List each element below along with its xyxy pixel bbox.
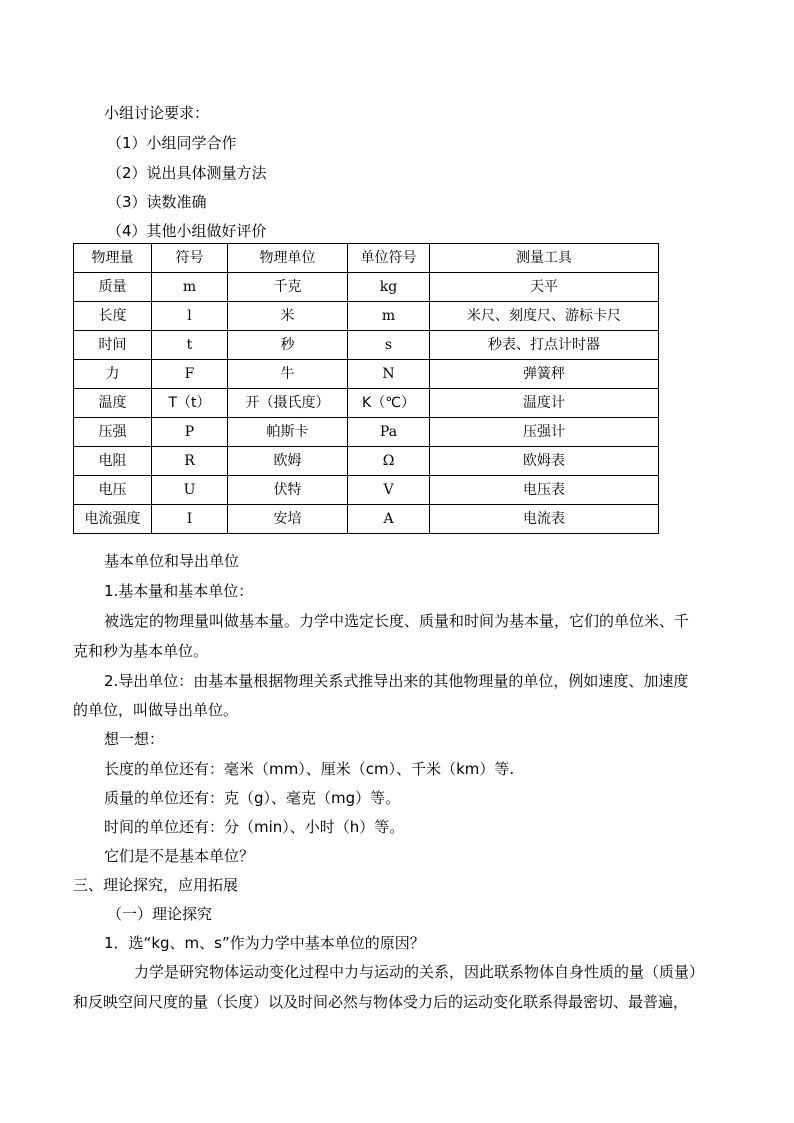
table-cell: kg bbox=[348, 273, 430, 302]
paragraph-2-line-1: 2.导出单位：由基本量根据物理关系式推导出来的其他物理量的单位，例如速度、加速度 bbox=[104, 672, 689, 690]
table-cell: 电压表 bbox=[430, 476, 659, 505]
table-cell: 时间 bbox=[74, 331, 152, 360]
table-cell: s bbox=[348, 331, 430, 360]
table-cell: 温度计 bbox=[430, 389, 659, 418]
table-cell: 秒表、打点计时器 bbox=[430, 331, 659, 360]
table-cell: 力 bbox=[74, 360, 152, 389]
paragraph-1-line-2: 克和秒为基本单位。 bbox=[73, 642, 209, 660]
table-cell: 千克 bbox=[228, 273, 348, 302]
header-cell: 测量工具 bbox=[430, 244, 659, 273]
table-cell: 质量 bbox=[74, 273, 152, 302]
units-table bbox=[73, 243, 659, 534]
table-cell: A bbox=[348, 505, 430, 534]
answer-line-1: 力学是研究物体运动变化过程中力与运动的关系，因此联系物体自身性质的量（质量） bbox=[134, 963, 705, 981]
section-title-units: 基本单位和导出单位 bbox=[104, 552, 240, 570]
table-cell: 天平 bbox=[430, 273, 659, 302]
question-1: 1．选“kg、m、s”作为力学中基本单位的原因？ bbox=[104, 934, 425, 952]
table-cell: 牛 bbox=[228, 360, 348, 389]
table-row bbox=[74, 505, 659, 534]
discussion-item-1: （1）小组同学合作 bbox=[107, 134, 237, 152]
table-cell: Pa bbox=[348, 418, 430, 447]
table-cell: l bbox=[152, 302, 228, 331]
table-header-row bbox=[74, 244, 659, 273]
table-cell: F bbox=[152, 360, 228, 389]
table-cell: I bbox=[152, 505, 228, 534]
table-cell: 秒 bbox=[228, 331, 348, 360]
table-row bbox=[74, 273, 659, 302]
table-cell: T（t） bbox=[152, 389, 228, 418]
table-cell: P bbox=[152, 418, 228, 447]
table-cell: Ω bbox=[348, 447, 430, 476]
table-cell: R bbox=[152, 447, 228, 476]
paragraph-2-line-2: 的单位，叫做导出单位。 bbox=[73, 701, 239, 719]
table-cell: 压强计 bbox=[430, 418, 659, 447]
table-row bbox=[74, 389, 659, 418]
table-cell: 欧姆表 bbox=[430, 447, 659, 476]
table-cell: 电阻 bbox=[74, 447, 152, 476]
header-cell: 物理量 bbox=[74, 244, 152, 273]
question-line: 它们是不是基本单位？ bbox=[104, 847, 255, 865]
table-cell: 伏特 bbox=[228, 476, 348, 505]
length-units-line: 长度的单位还有：毫米（mm）、厘米（cm）、千米（km）等. bbox=[104, 760, 515, 778]
paragraph-heading-1: 1.基本量和基本单位： bbox=[104, 582, 254, 600]
table-cell: 电压 bbox=[74, 476, 152, 505]
table-cell: 开（摄氏度） bbox=[228, 389, 348, 418]
table-cell: K（℃） bbox=[348, 389, 430, 418]
table-cell: 弹簧秤 bbox=[430, 360, 659, 389]
table-row bbox=[74, 447, 659, 476]
table-cell: m bbox=[152, 273, 228, 302]
table-row bbox=[74, 476, 659, 505]
discussion-heading: 小组讨论要求： bbox=[104, 104, 210, 122]
discussion-item-2: （2）说出具体测量方法 bbox=[107, 164, 267, 182]
table-cell: 欧姆 bbox=[228, 447, 348, 476]
header-cell: 符号 bbox=[152, 244, 228, 273]
table-cell: t bbox=[152, 331, 228, 360]
table-cell: 电流表 bbox=[430, 505, 659, 534]
time-units-line: 时间的单位还有：分（min）、小时（h）等。 bbox=[104, 818, 405, 836]
header-cell: 物理单位 bbox=[228, 244, 348, 273]
table-cell: 帕斯卡 bbox=[228, 418, 348, 447]
mass-units-line: 质量的单位还有：克（g）、毫克（mg）等。 bbox=[104, 789, 401, 807]
table-cell: V bbox=[348, 476, 430, 505]
table-cell: 温度 bbox=[74, 389, 152, 418]
table-cell: 压强 bbox=[74, 418, 152, 447]
table-row bbox=[74, 418, 659, 447]
table-cell: 米 bbox=[228, 302, 348, 331]
table-cell: 米尺、刻度尺、游标卡尺 bbox=[430, 302, 659, 331]
table-cell: 安培 bbox=[228, 505, 348, 534]
table-cell: N bbox=[348, 360, 430, 389]
table-cell: m bbox=[348, 302, 430, 331]
table-row bbox=[74, 302, 659, 331]
table-row bbox=[74, 360, 659, 389]
think-heading: 想一想： bbox=[104, 730, 165, 748]
table-row bbox=[74, 331, 659, 360]
answer-line-2: 和反映空间尺度的量（长度）以及时间必然与物体受力后的运动变化联系得最密切、最普遍， bbox=[73, 993, 689, 1011]
discussion-item-4: （4）其他小组做好评价 bbox=[107, 222, 267, 240]
table-cell: 电流强度 bbox=[74, 505, 152, 534]
table-cell: 长度 bbox=[74, 302, 152, 331]
section-3-title: 三、理论探究，应用拓展 bbox=[73, 876, 239, 894]
paragraph-1-line-1: 被选定的物理量叫做基本量。力学中选定长度、质量和时间为基本量，它们的单位米、千 bbox=[104, 612, 690, 630]
table-cell: U bbox=[152, 476, 228, 505]
discussion-item-3: （3）读数准确 bbox=[107, 193, 207, 211]
section-3-subtitle: （一）理论探究 bbox=[107, 905, 213, 923]
header-cell: 单位符号 bbox=[348, 244, 430, 273]
